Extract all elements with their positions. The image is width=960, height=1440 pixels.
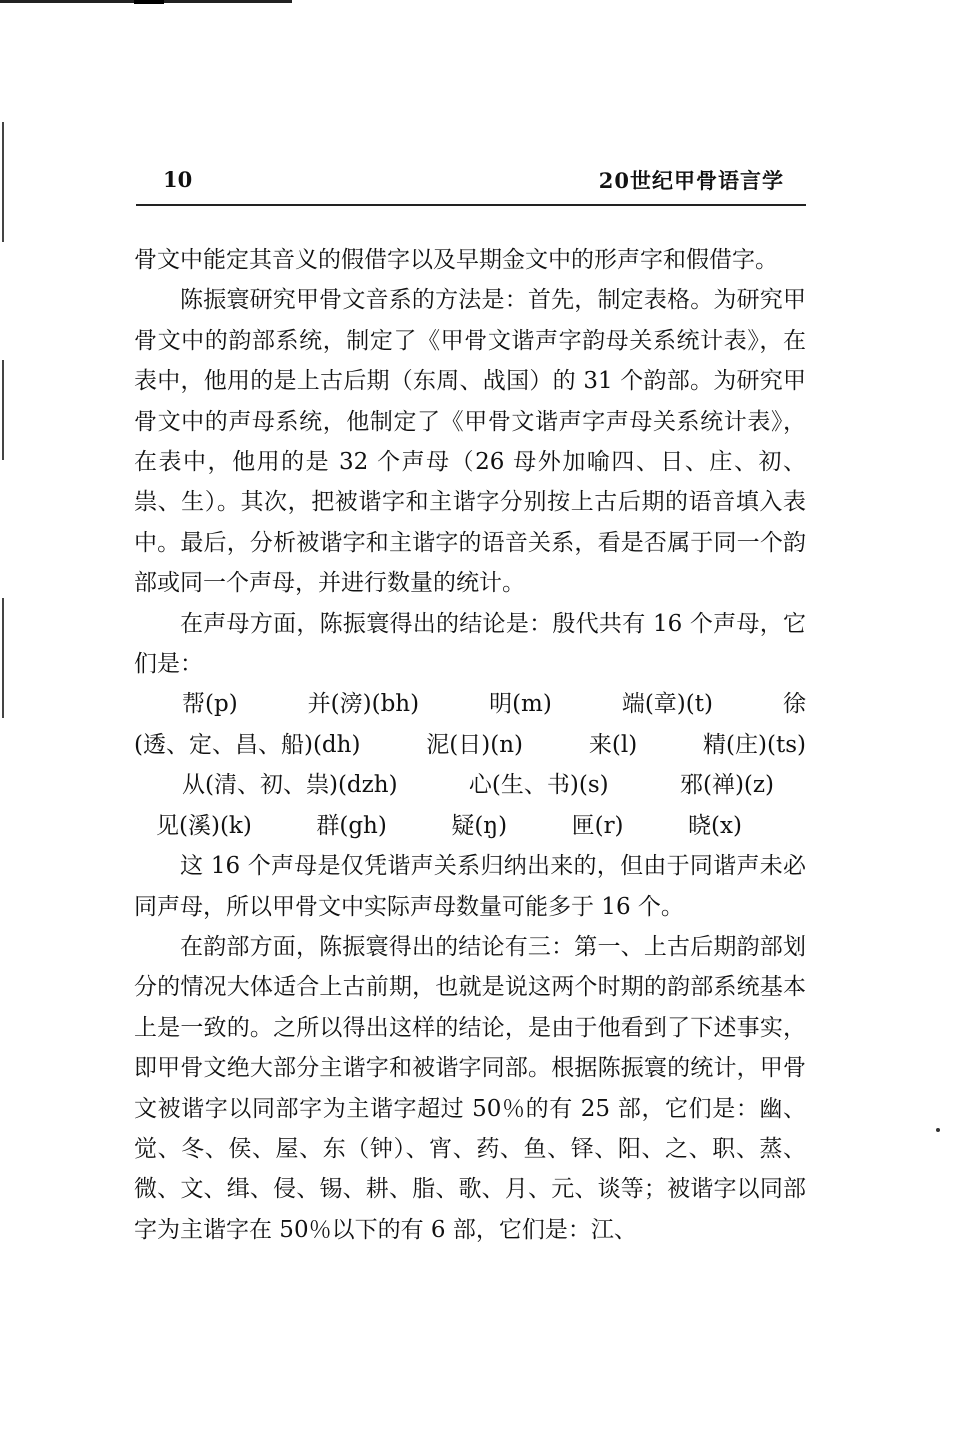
- paragraph: 陈振寰研究甲骨文音系的方法是：首先，制定表格。为研究甲骨文中的韵部系统，制定了《甲骨文谐声字韵母关系统计表》，在表中，他用的是上古后期（东周、战国）的 31 个韵部。为研究甲骨文中的声母系统，他制定了《甲骨文谐声字声母关系统计表》，在表中，他用的是 32 个声母（26 母外加喻四、日、庄、初、祟、生）。其次，把被谐字和主谐字分别按上古后期的语音填入表中。最后，分析被谐字和主谐字的语音关系，看是否属于同一个韵部或同一个声母，并进行数量的统计。: [134, 287, 806, 597]
- running-title: 20世纪甲骨语言学: [598, 168, 784, 193]
- initial-entry: 精(庄)(ts): [703, 731, 806, 758]
- initials-row: [134, 806, 742, 846]
- body-text: [134, 240, 806, 1250]
- initial-entry: 从(清、初、祟)(dzh): [182, 772, 398, 799]
- initial-entry: 并(滂)(bh): [307, 691, 420, 718]
- initials-row: [134, 725, 806, 765]
- initials-row: [134, 765, 774, 805]
- initial-entry: 疑(ŋ): [451, 812, 508, 839]
- paragraph: 在韵部方面，陈振寰得出的结论有三：第一、上古后期韵部划分的情况大体适合上古前期，也就是说这两个时期的韵部系统基本上是一致的。之所以得出这样的结论，是由于他看到了下述事实，即甲骨文绝大部分主谐字和被谐字同部。根据陈振寰的统计，甲骨文被谐字以同部字为主谐字超过 50％的有 25 部，它们是：幽、觉、冬、侯、屋、东（钟）、宵、药、鱼、铎、阳、之、职、蒸、微、文、缉、侵、锡、耕、脂、歌、月、元、谈等；被谐字以同部字为主谐字在 50％以下的有 6 部，它们是：江、: [134, 933, 806, 1243]
- left-edge-mark: [2, 122, 4, 242]
- initial-entry: 邪(禅)(z): [679, 772, 774, 799]
- initial-entry: 心(生、书)(s): [468, 772, 609, 799]
- initial-entry: (透、定、昌、船)(dh): [134, 731, 361, 758]
- initial-entry: 泥(日)(n): [426, 731, 524, 758]
- scan-edge-mark: [134, 0, 164, 4]
- initial-entry: 徐: [782, 691, 806, 718]
- page-number: 10: [163, 167, 193, 192]
- left-edge-mark: [2, 360, 4, 460]
- initial-entry: 见(溪)(k): [156, 812, 252, 839]
- initial-entry: 匣(r): [571, 812, 624, 839]
- paragraph: 这 16 个声母是仅凭谐声关系归纳出来的，但由于同谐声未必同声母，所以甲骨文中实际声母数量可能多于 16 个。: [134, 853, 806, 920]
- initial-entry: 晓(x): [688, 812, 742, 839]
- initial-entry: 帮(p): [182, 691, 238, 718]
- paragraph: 骨文中能定其音义的假借字以及早期金文中的形声字和假借字。: [134, 247, 778, 273]
- initials-row: [134, 684, 806, 724]
- initial-entry: 明(m): [489, 691, 552, 718]
- left-edge-mark: [2, 598, 4, 718]
- scan-dot: [936, 1128, 940, 1132]
- initial-entry: 端(章)(t): [621, 691, 713, 718]
- paragraph: 在声母方面，陈振寰得出的结论是：殷代共有 16 个声母，它们是：: [134, 610, 806, 678]
- header-rule: [136, 204, 806, 206]
- initial-entry: 群(gh): [316, 812, 387, 839]
- initial-entry: 来(l): [588, 731, 638, 758]
